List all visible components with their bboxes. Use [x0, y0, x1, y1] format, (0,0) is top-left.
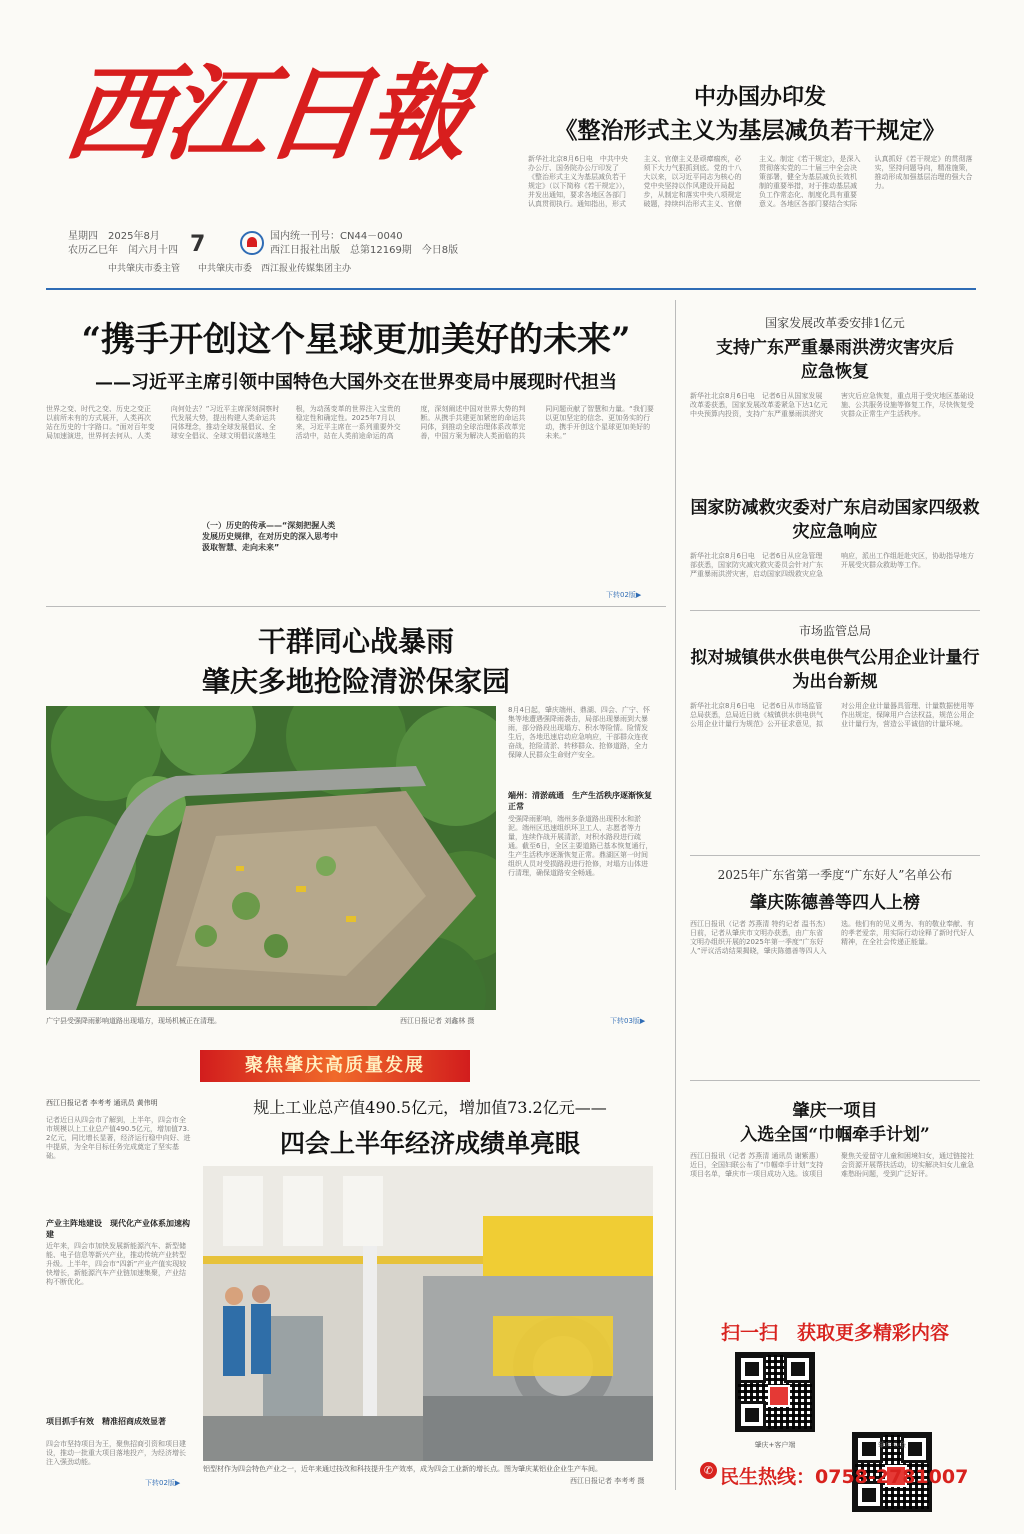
flood-headline-line2: 肇庆多地抢险清淤保家园 [201, 665, 510, 698]
flood-body-2: 受强降雨影响，端州多条道路出现积水和淤泥。端州区迅速组织环卫工人、志愿者等力量，连续作战开展清淤，对积水路段进行疏通。截至6日，全区主要道路已基本恢复通行，生产生活秩序逐渐恢复正常。鼎湖区第一时间组织人员对受损路段进行抢修，对塌方山体进行清理，确保道路安全畅通。 [508, 815, 653, 877]
rc-story1-headline: 支持广东严重暴雨洪涝灾害灾后应急恢复 [716, 338, 954, 382]
publication-info [270, 230, 458, 258]
factory-photo-caption: 铝型材作为四会特色产业之一，近年来通过技改和科技提升生产效率，成为四会工业新的增长点。图为肇庆某铝业企业生产车间。 [203, 1465, 602, 1473]
rc-story3-body: 新华社北京8月6日电 记者6日从市场监管总局获悉，总局近日就《城镇供水供电供气公用企业计量行为规范》公开征求意见，拟对公用企业计量器具管理、计量数据使用等作出规定，保障用户合法权益，规范公用企业计量行为，营造公平诚信的计量环境。 [690, 702, 974, 728]
qr2-label: 肇庆头条 [878, 1441, 906, 1449]
factory-photo-credit: 西江日报记者 李考考 摄 [570, 1477, 645, 1485]
lead-story-more-link[interactable]: 下转02版▶ [606, 591, 642, 599]
flood-subhead: 端州：清淤疏通 生产生活秩序逐渐恢复正常 [508, 791, 652, 811]
flood-photo-illustration [46, 706, 496, 1010]
top-story-headline: 《整治形式主义为基层减负若干规定》 [554, 117, 946, 144]
economy-body: 记者近日从四会市了解到，上半年，四会市全市规模以上工业总产值490.5亿元，增加值73.2亿元，同比增长显著，经济运行稳中向好、进中提质，为全年目标任务完成奠定了坚实基础。 [46, 1116, 191, 1160]
date-block [68, 230, 178, 258]
publisher-line: 西江日报社出版 总第12169期 今日8版 [270, 245, 459, 256]
top-story-body: 新华社北京8月6日电 中共中央办公厅、国务院办公厅印发了《整治形式主义为基层减负若干规定》（以下简称《若干规定》），并发出通知，要求各地区各部门认真贯彻执行。通知指出，形式主义、官僚主义是顽瘴痼疾，必须下大力气狠抓到底。党的十八大以来，以习近平同志为核心的党中央坚持以作风建设开局起步，从制定和落实中央八项规定破题，持续纠治形式主义、官僚主义。制定《若干规定》，是深入贯彻落实党的二十届三中全会决策部署，健全为基层减负长效机制的重要举措，对于推动基层减负工作常态化、制度化具有重要意义。各地区各部门要结合实际认真抓好《若干规定》的贯彻落实，坚持问题导向，精准施策，推动形成加强基层治理的强大合力。 [528, 155, 973, 208]
economy-subhead-2: 项目抓手有效 精准招商成效显著 [46, 1417, 166, 1426]
factory-photo [203, 1166, 653, 1461]
flood-photo [46, 706, 496, 1010]
economy-more-link[interactable]: 下转02版▶ [145, 1479, 181, 1487]
sponsor-line: 中共肇庆市委主管 中共肇庆市委 西江报业传媒集团主办 [108, 264, 352, 274]
rc-story4-headline: 肇庆陈德善等四人上榜 [750, 893, 920, 913]
economy-body-2: 近年来，四会市加快发展新能源汽车、新型储能、电子信息等新兴产业，推动传统产业转型升级。上半年，四会市“四新”产业产值实现较快增长，新能源汽车产业链加速集聚，产业结构不断优化。 [46, 1242, 187, 1286]
hotline-text: 民生热线：0758-2781007 [720, 1466, 969, 1488]
rc-story2-body: 新华社北京8月6日电 记者6日从应急管理部获悉，国家防灾减灾救灾委员会针对广东严重暴雨洪涝灾害，启动国家四级救灾应急响应，派出工作组赶赴灾区，协助指导地方开展受灾群众救助等工作。 [690, 552, 974, 578]
rc-story3-headline: 拟对城镇供水供电供气公用企业计量行为出台新规 [690, 648, 980, 692]
rc-story3-kicker: 市场监管总局 [798, 624, 871, 638]
qr1-label: 肇庆+客户端 [754, 1441, 796, 1449]
factory-photo-illustration [203, 1166, 653, 1461]
lead-story-headline: “携手开创这个星球更加美好的未来” [81, 320, 631, 360]
rc-story1-body: 新华社北京8月6日电 记者6日从国家发展改革委获悉，国家发展改革委紧急下达1亿元中央预算内投资，支持广东严重暴雨洪涝灾害灾后应急恢复，重点用于受灾地区基础设施、公共服务设施等修复工作，尽快恢复受灾群众正常生产生活秩序。 [690, 392, 974, 418]
economy-kicker: 规上工业总产值490.5亿元，增加值73.2亿元—— [253, 1098, 607, 1117]
economy-subhead-1: 产业主阵地建设 现代化产业体系加速构建 [46, 1219, 190, 1239]
rc-story5-headline-2: 入选全国“巾帼牵手计划” [740, 1125, 930, 1145]
top-story-kicker: 中办国办印发 [693, 84, 826, 110]
economy-headline: 四会上半年经济成绩单亮眼 [279, 1129, 580, 1158]
date-line-1: 星期四 2025年8月 [68, 231, 160, 242]
flood-body: 8月4日起，肇庆端州、鼎湖、四会、广宁、怀集等地遭遇强降雨袭击，局部出现暴雨到大暴雨，部分路段出现塌方、积水等险情。险情发生后，各地迅速启动应急响应，干部群众连夜奋战，抢险清淤、转移群众、抢修道路，全力保障人民群众生命财产安全。 [508, 706, 650, 759]
lead-story-body: 世界之变、时代之变、历史之变正以前所未有的方式展开，人类再次站在历史的十字路口。“面对百年变局加速演进，世界何去何从、人类向何处去？”习近平主席深刻洞察时代发展大势，提出构建人类命运共同体理念，推动全球发展倡议、全球安全倡议、全球文明倡议落地生根，为动荡变革的世界注入宝贵的稳定性和确定性。2025年7月以来，习近平主席在一系列重要外交活动中，站在人类前途命运的高度，深刻阐述中国对世界大势的判断。从携手共建更加紧密的命运共同体，到推动全球治理体系改革完善，中国方案为解决人类面临的共同问题贡献了智慧和力量。“我们要以更加坚定的信念、更加务实的行动，携手开创这个星球更加美好的未来。” [46, 405, 654, 440]
masthead-divider [46, 288, 976, 290]
economy-byline: 西江日报记者 李考考 通讯员 黄伟明 [46, 1099, 158, 1107]
economy-body-3: 四会市坚持项目为王，聚焦招商引资和项目建设，推动一批重大项目落地投产，为经济增长注入强劲动能。 [46, 1440, 186, 1466]
scan-promo-text: 扫一扫 获取更多精彩内容 [720, 1322, 949, 1344]
rc-story4-body: 西江日报讯（记者 苏燕清 特约记者 温书杰）日前，记者从肇庆市文明办获悉，由广东省文明办组织开展的2025年第一季度“广东好人”评议活动结果揭晓，肇庆陈德善等四人入选。他们有的见义勇为、有的敬业奉献、有的孝老爱亲，用实际行动诠释了新时代好人精神，在全社会传递正能量。 [690, 920, 974, 955]
publisher-emblem-icon [240, 231, 264, 255]
rc-divider-2 [690, 855, 980, 856]
qr-code-app[interactable] [735, 1352, 815, 1432]
cn-number: 国内统一刊号：CN44－0040 [270, 231, 403, 242]
economy-banner: 聚焦肇庆高质量发展 [200, 1050, 470, 1082]
rc-divider-1 [690, 610, 980, 611]
flood-photo-caption: 广宁县受强降雨影响道路出现塌方，现场机械正在清理。 [46, 1017, 221, 1025]
rc-story2-headline: 国家防减救灾委对广东启动国家四级救灾应急响应 [690, 498, 980, 542]
flood-more-link[interactable]: 下转03版▶ [610, 1017, 646, 1025]
flood-headline-line1: 干群同心战暴雨 [257, 625, 454, 658]
flood-photo-credit: 西江日报记者 刘鑫林 摄 [400, 1017, 475, 1025]
rc-story5-headline-1: 肇庆一项目 [792, 1101, 878, 1121]
section-divider [46, 606, 666, 607]
lead-story-section-heading: （一）历史的传承——“深刻把握人类发展历史规律，在对历史的深入思考中汲取智慧、走向未来” [202, 520, 342, 553]
issue-day: 7 [190, 232, 206, 257]
rc-story4-kicker: 2025年广东省第一季度“广东好人”名单公布 [717, 868, 953, 882]
column-divider [675, 300, 676, 1490]
rc-story1-kicker: 国家发展改革委安排1亿元 [765, 316, 905, 330]
phone-icon: ✆ [700, 1462, 717, 1479]
masthead-logo: 西江日報 [57, 52, 475, 175]
rc-story5-body: 西江日报讯（记者 苏燕清 通讯员 谢紫惠）近日，全国妇联公布了“巾帼牵手计划”支持项目名单，肇庆市一项目成功入选。该项目聚焦关爱留守儿童和困境妇女，通过链接社会资源开展帮扶活动，切实解决妇女儿童急难愁盼问题，受到广泛好评。 [690, 1152, 974, 1178]
date-line-2: 农历乙巳年 闰六月十四 [68, 245, 178, 256]
rc-divider-3 [690, 1080, 980, 1081]
lead-story-subhead: ——习近平主席引领中国特色大国外交在世界变局中展现时代担当 [95, 372, 617, 393]
